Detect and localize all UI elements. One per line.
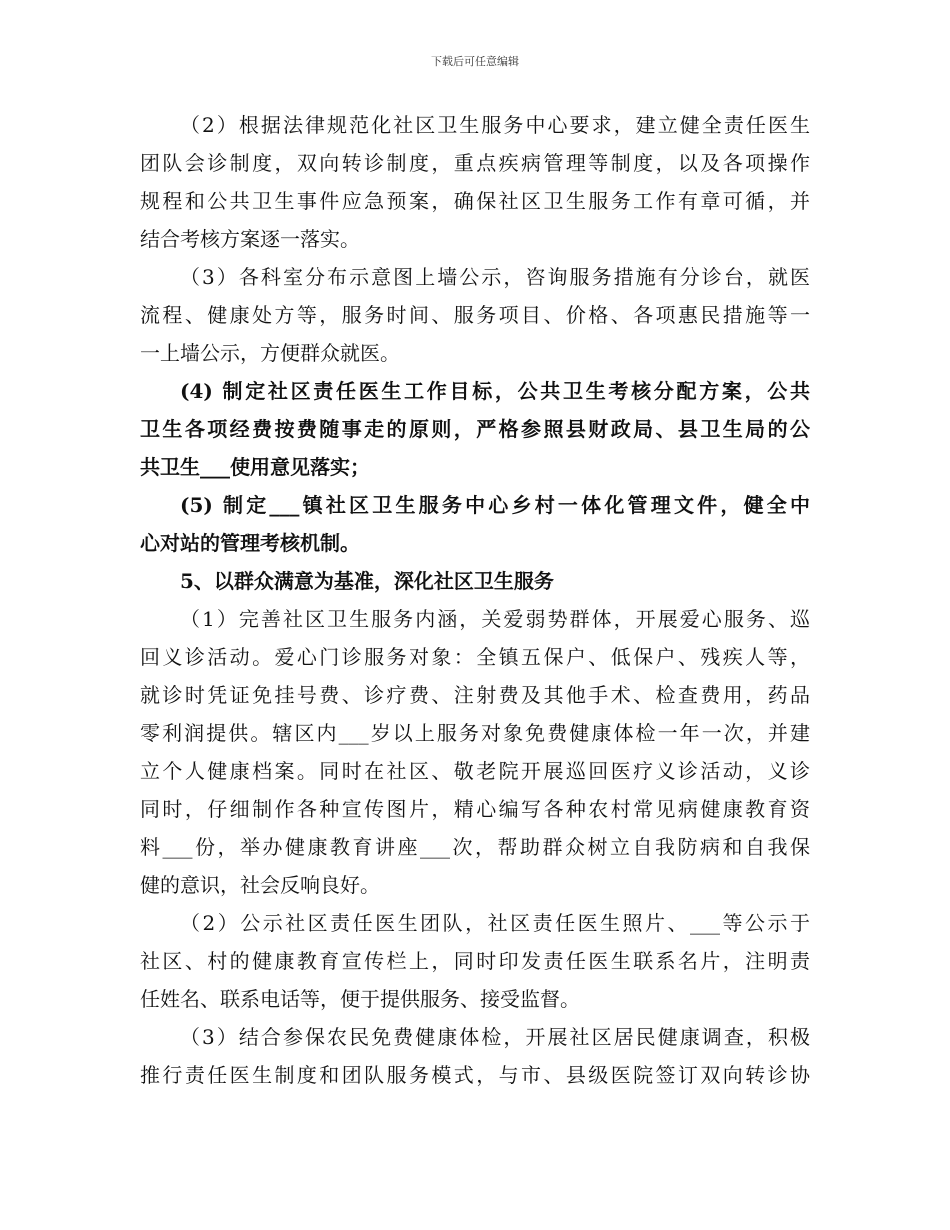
paragraph-line: 一上墙公示，方便群众就医。 (140, 341, 400, 365)
paragraph-line: 推行责任医生制度和团队服务模式，与市、县级医院签订双向转诊协 (140, 1063, 810, 1087)
paragraph-line: 社区、村的健康教育宣传栏上，同时印发责任医生联系名片，注明责 (140, 949, 810, 973)
paragraph-line: （3）结合参保农民免费健康体检，开展社区居民健康调查，积极 (180, 1025, 810, 1049)
paragraph-line: 健的意识，社会反响良好。 (140, 873, 380, 897)
paragraph-line: 零利润提供。辖区内___岁以上服务对象免费健康体检一年一次，并建 (140, 721, 810, 745)
paragraph-line: （2）根据法律规范化社区卫生服务中心要求，建立健全责任医生 (180, 113, 810, 137)
paragraph-line: 共卫生___使用意见落实； (140, 455, 370, 479)
paragraph-line: （1）完善社区卫生服务内涵，关爱弱势群体，开展爱心服务、巡 (180, 607, 810, 631)
paragraph-line: (4) 制定社区责任医生工作目标，公共卫生考核分配方案，公共 (180, 379, 810, 403)
paragraph-line: （3）各科室分布示意图上墙公示，咨询服务措施有分诊台，就医 (180, 265, 810, 289)
paragraph-line: 就诊时凭证免挂号费、诊疗费、注射费及其他手术、检查费用，药品 (140, 683, 810, 707)
paragraph-line: （2）公示社区责任医生团队，社区责任医生照片、___等公示于 (180, 911, 810, 935)
paragraph-line: 任姓名、联系电话等，便于提供服务、接受监督。 (140, 987, 580, 1011)
paragraph (140, 600, 810, 904)
paragraph-line: 5、以群众满意为基准，深化社区卫生服务 (180, 569, 554, 593)
paragraph-line: 规程和公共卫生事件应急预案，确保社区卫生服务工作有章可循，并 (140, 189, 810, 213)
paragraph-line: 结合考核方案逐一落实。 (140, 227, 360, 251)
page-header: 下载后可任意编辑 (431, 55, 519, 68)
paragraph-line: 心对站的管理考核机制。 (140, 531, 360, 555)
paragraph-line: 卫生各项经费按费随事走的原则，严格参照县财政局、县卫生局的公 (140, 417, 810, 441)
paragraph-line: 流程、健康处方等，服务时间、服务项目、价格、各项惠民措施等一 (140, 303, 810, 327)
paragraph-line: 同时，仔细制作各种宣传图片，精心编写各种农村常见病健康教育资 (140, 797, 810, 821)
paragraph-line: (5) 制定___镇社区卫生服务中心乡村一体化管理文件，健全中 (180, 493, 810, 517)
document-body (140, 106, 810, 1094)
paragraph (140, 372, 810, 486)
paragraph-line: 回义诊活动。爱心门诊服务对象：全镇五保户、低保户、残疾人等， (140, 645, 810, 669)
paragraph (140, 562, 810, 600)
paragraph-line: 料___份，举办健康教育讲座___次，帮助群众树立自我防病和自我保 (140, 835, 810, 859)
paragraph (140, 106, 810, 258)
paragraph-line: 立个人健康档案。同时在社区、敬老院开展巡回医疗义诊活动，义诊 (140, 759, 810, 783)
paragraph (140, 1018, 810, 1094)
paragraph (140, 486, 810, 562)
paragraph (140, 904, 810, 1018)
paragraph-line: 团队会诊制度，双向转诊制度，重点疾病管理等制度，以及各项操作 (140, 151, 810, 175)
paragraph (140, 258, 810, 372)
